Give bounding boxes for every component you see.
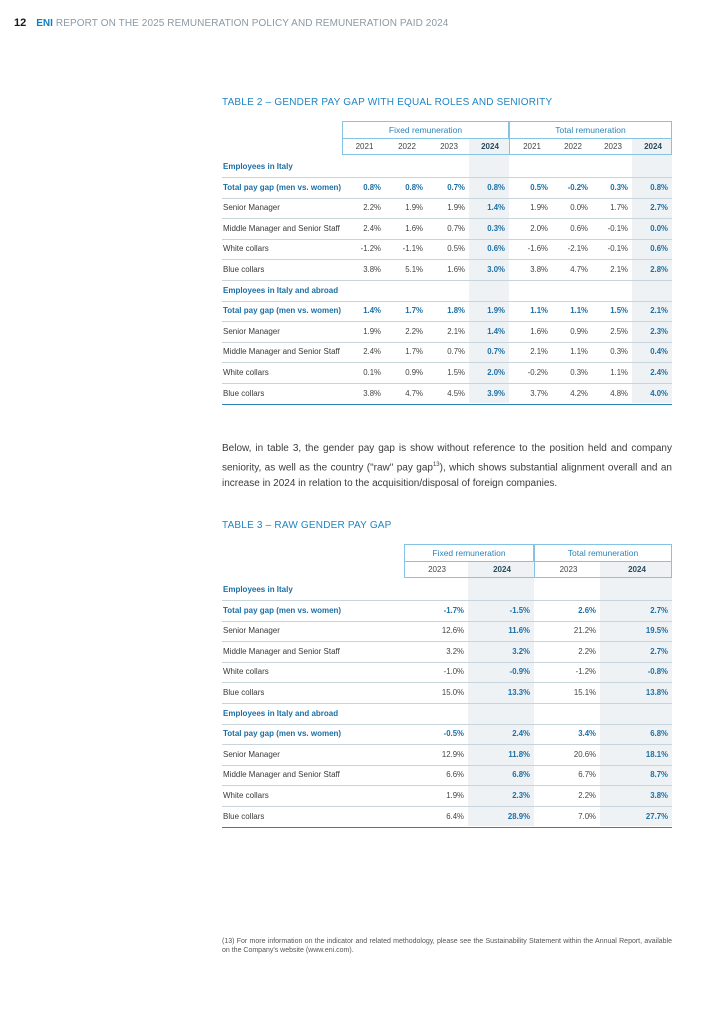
total-row	[222, 601, 672, 622]
value-cell: 0.5%	[447, 244, 465, 254]
value-cell: 21.2%	[573, 626, 596, 636]
value-cell: 27.7%	[645, 811, 668, 821]
table-row	[222, 807, 672, 828]
value-cell: 6.4%	[446, 811, 464, 821]
value-cell: 28.9%	[507, 811, 530, 821]
value-cell: 2.2%	[405, 326, 423, 336]
value-cell: 20.6%	[573, 749, 596, 759]
year-header: 2023	[440, 142, 458, 151]
value-cell: -1.5%	[509, 605, 530, 615]
value-cell: 15.0%	[441, 688, 464, 697]
row-label: Employees in Italy	[223, 162, 293, 171]
value-cell: -1.0%	[443, 667, 464, 677]
total-row	[222, 301, 672, 322]
table-3-title: TABLE 3 – RAW GENDER PAY GAP	[222, 520, 392, 531]
value-cell: 2.2%	[578, 791, 596, 800]
value-cell: 2.3%	[650, 326, 668, 336]
value-cell: -0.1%	[607, 223, 628, 233]
year-header-row	[404, 561, 672, 578]
value-cell: 3.8%	[530, 265, 548, 274]
value-cell: 2.3%	[512, 791, 530, 800]
value-cell: -1.6%	[527, 244, 548, 254]
value-cell: 0.8%	[487, 182, 505, 192]
value-cell: 0.3%	[570, 368, 588, 377]
value-cell: 3.7%	[530, 388, 548, 398]
value-cell: -1.2%	[575, 667, 596, 677]
value-cell: 12.9%	[441, 749, 464, 759]
value-cell: 2.2%	[363, 203, 381, 213]
value-cell: 1.1%	[570, 347, 588, 357]
value-cell: 0.6%	[570, 223, 588, 233]
year-header: 2024	[644, 142, 662, 151]
value-cell: 1.7%	[610, 203, 628, 213]
value-cell: -1.2%	[360, 244, 381, 254]
value-cell: 0.7%	[447, 223, 465, 233]
value-cell: 0.5%	[530, 182, 548, 192]
value-cell: 3.0%	[487, 265, 505, 274]
row-label: Blue collars	[223, 265, 265, 274]
value-cell: 3.8%	[650, 791, 668, 800]
row-label: Blue collars	[223, 688, 265, 697]
year-header: 2024	[481, 142, 499, 151]
value-cell: 1.6%	[530, 326, 548, 336]
table-row	[222, 322, 672, 343]
page-number: 12	[14, 17, 27, 29]
table-row	[222, 621, 672, 642]
gender-pay-gap-table	[222, 121, 672, 404]
value-cell: 2.1%	[447, 326, 465, 336]
value-cell: 19.5%	[645, 626, 668, 636]
value-cell: 2.7%	[650, 605, 668, 615]
value-cell: 0.3%	[610, 347, 628, 357]
value-cell: 4.5%	[447, 388, 465, 398]
brand-name: ENI	[36, 18, 53, 29]
value-cell: 0.9%	[570, 326, 588, 336]
page-header	[14, 17, 448, 31]
value-cell: 2.5%	[610, 326, 628, 336]
value-cell: 8.7%	[650, 770, 668, 780]
value-cell: 2.4%	[363, 347, 381, 357]
value-cell: 4.7%	[405, 388, 423, 398]
value-cell: 0.6%	[650, 244, 668, 254]
value-cell: 13.8%	[645, 688, 668, 697]
value-cell: 3.8%	[363, 388, 381, 398]
value-cell: 6.8%	[650, 729, 668, 739]
value-cell: 0.1%	[363, 368, 381, 377]
value-cell: 1.4%	[363, 306, 381, 316]
table-row	[222, 260, 672, 281]
value-cell: 1.7%	[405, 306, 423, 316]
value-cell: 6.6%	[446, 770, 464, 780]
table-row	[222, 384, 672, 405]
value-cell: 0.8%	[363, 182, 381, 192]
value-cell: 0.8%	[405, 182, 423, 192]
total-remuneration-header: Total remuneration	[509, 121, 672, 138]
value-cell: -0.5%	[443, 729, 464, 739]
table-2-title: TABLE 2 – GENDER PAY GAP WITH EQUAL ROLES AND SENIORITY	[222, 97, 553, 108]
value-cell: 2.0%	[530, 223, 548, 233]
value-cell: 18.1%	[645, 749, 668, 759]
value-cell: 0.7%	[447, 182, 465, 192]
value-cell: 5.1%	[405, 265, 423, 274]
table-row	[222, 342, 672, 363]
value-cell: 4.0%	[650, 388, 668, 398]
year-header: 2023	[428, 565, 446, 574]
value-cell: 1.9%	[447, 203, 465, 213]
fixed-remuneration-header: Fixed remuneration	[342, 121, 509, 138]
table-row	[222, 683, 672, 704]
value-cell: 2.6%	[578, 605, 596, 615]
table-row	[222, 745, 672, 766]
value-cell: 3.2%	[512, 646, 530, 656]
year-header: 2022	[398, 142, 416, 151]
row-label: Senior Manager	[223, 749, 280, 759]
paragraph-text-cont: ), which shows substantial alignment overall and an increase in 2024 in relation to the acquisition/disposal of foreign companies.	[222, 462, 672, 490]
row-label: Blue collars	[223, 388, 265, 398]
value-cell: 2.4%	[650, 368, 668, 377]
value-cell: 2.4%	[512, 729, 530, 739]
value-cell: 1.1%	[570, 306, 588, 316]
row-label: Middle Manager and Senior Staff	[223, 347, 340, 357]
year-header: 2023	[534, 562, 600, 577]
value-cell: 0.8%	[650, 182, 668, 192]
value-cell: 1.8%	[447, 306, 465, 316]
fixed-remuneration-header: Fixed remuneration	[404, 544, 534, 561]
value-cell: 1.9%	[405, 203, 423, 213]
value-cell: 1.6%	[447, 265, 465, 274]
value-cell: 6.7%	[578, 770, 596, 780]
row-label: Employees in Italy and abroad	[223, 285, 339, 295]
value-cell: -0.1%	[607, 244, 628, 254]
table-row	[222, 219, 672, 240]
table-row	[222, 765, 672, 786]
value-cell: -0.8%	[647, 667, 668, 677]
value-cell: -1.7%	[443, 605, 464, 615]
value-cell: 1.4%	[487, 203, 505, 213]
value-cell: 1.5%	[447, 368, 465, 377]
row-label: Blue collars	[223, 811, 265, 821]
report-title: REPORT ON THE 2025 REMUNERATION POLICY AND REMUNERATION PAID 2024	[55, 18, 449, 29]
row-label: Middle Manager and Senior Staff	[223, 223, 340, 233]
value-cell: 2.1%	[650, 306, 668, 316]
value-cell: -1.1%	[402, 244, 423, 254]
section-header-row	[222, 281, 672, 302]
row-label: White collars	[223, 791, 269, 800]
table-row	[222, 198, 672, 219]
row-label: Total pay gap (men vs. women)	[223, 605, 342, 615]
row-label: Employees in Italy and abroad	[223, 708, 339, 718]
total-row	[222, 178, 672, 199]
value-cell: 2.7%	[650, 646, 668, 656]
row-label: White collars	[223, 244, 269, 254]
value-cell: 1.9%	[530, 203, 548, 213]
value-cell: -2.1%	[567, 244, 588, 254]
row-label: Employees in Italy	[223, 585, 293, 594]
footnote-ref: 13	[432, 462, 440, 468]
table-row	[222, 662, 672, 683]
value-cell: 1.9%	[363, 326, 381, 336]
value-cell: 0.7%	[487, 347, 505, 357]
row-label: Senior Manager	[223, 203, 280, 213]
value-cell: 0.0%	[650, 223, 668, 233]
value-cell: 2.2%	[578, 646, 596, 656]
value-cell: 7.0%	[578, 811, 596, 821]
value-cell: 2.7%	[650, 203, 668, 213]
value-cell: 1.6%	[405, 223, 423, 233]
value-cell: 2.0%	[487, 368, 505, 377]
section-header-row	[222, 157, 672, 178]
value-cell: 2.8%	[650, 265, 668, 274]
row-label: Total pay gap (men vs. women)	[223, 306, 342, 316]
value-cell: 0.3%	[610, 182, 628, 192]
year-header: 2021	[355, 142, 374, 151]
table-row	[222, 363, 672, 384]
year-header: 2024	[493, 565, 511, 574]
value-cell: 11.8%	[508, 749, 530, 759]
year-header: 2023	[604, 142, 622, 151]
table-row	[222, 786, 672, 807]
value-cell: 12.6%	[441, 626, 464, 636]
value-cell: 13.3%	[507, 688, 530, 697]
footnote: (13) For more information on the indicator and related methodology, please see the Sustainability Statement within the Annual Report, available on the Company's website (www.eni.com).	[222, 938, 672, 954]
section-header-row	[222, 580, 672, 601]
table-row	[222, 239, 672, 260]
value-cell: -0.2%	[527, 368, 548, 377]
value-cell: 1.1%	[610, 368, 628, 377]
value-cell: 1.4%	[487, 326, 505, 336]
value-cell: 3.8%	[363, 265, 381, 274]
row-label: Total pay gap (men vs. women)	[223, 729, 342, 739]
value-cell: 2.1%	[530, 347, 548, 357]
row-label: Senior Manager	[223, 326, 280, 336]
value-cell: 1.1%	[530, 306, 548, 316]
row-label: Senior Manager	[223, 626, 280, 636]
table-row	[222, 642, 672, 663]
value-cell: -0.2%	[567, 182, 588, 192]
value-cell: 1.7%	[405, 347, 423, 357]
row-label: Total pay gap (men vs. women)	[223, 182, 342, 192]
value-cell: 0.7%	[447, 347, 465, 357]
value-cell: 15.1%	[573, 688, 596, 697]
value-cell: 0.0%	[570, 203, 588, 213]
value-cell: 4.2%	[570, 388, 588, 398]
value-cell: 4.7%	[570, 265, 588, 274]
value-cell: -0.9%	[509, 667, 530, 677]
year-header: 2024	[628, 565, 646, 574]
value-cell: 0.3%	[487, 223, 505, 233]
value-cell: 4.8%	[610, 388, 628, 398]
value-cell: 0.9%	[405, 368, 423, 377]
value-cell: 6.8%	[512, 770, 530, 780]
total-row	[222, 724, 672, 745]
value-cell: 2.4%	[363, 223, 381, 233]
value-cell: 3.4%	[578, 729, 596, 739]
row-label: Middle Manager and Senior Staff	[223, 646, 340, 656]
year-header: 2022	[564, 142, 582, 151]
value-cell: 1.9%	[487, 306, 505, 316]
value-cell: 2.1%	[610, 265, 628, 274]
year-header: 2021	[509, 139, 552, 154]
row-label: White collars	[223, 368, 269, 377]
row-label: White collars	[223, 667, 269, 677]
value-cell: 11.6%	[508, 626, 530, 636]
raw-gender-pay-gap-table	[222, 544, 672, 827]
value-cell: 3.9%	[487, 388, 505, 398]
value-cell: 3.2%	[446, 646, 464, 656]
value-cell: 1.9%	[446, 791, 464, 800]
value-cell: 0.4%	[650, 347, 668, 357]
row-label: Middle Manager and Senior Staff	[223, 770, 340, 780]
total-remuneration-header: Total remuneration	[534, 544, 672, 561]
section-header-row	[222, 704, 672, 725]
year-header-row	[342, 138, 672, 155]
paragraph-text: Below, in table 3, the gender pay gap is show without reference to the position held and company seniority, as well as the country ("raw" pay gap	[222, 443, 672, 474]
value-cell: 1.5%	[610, 306, 628, 316]
value-cell: 0.6%	[487, 244, 505, 254]
body-paragraph	[222, 441, 672, 492]
